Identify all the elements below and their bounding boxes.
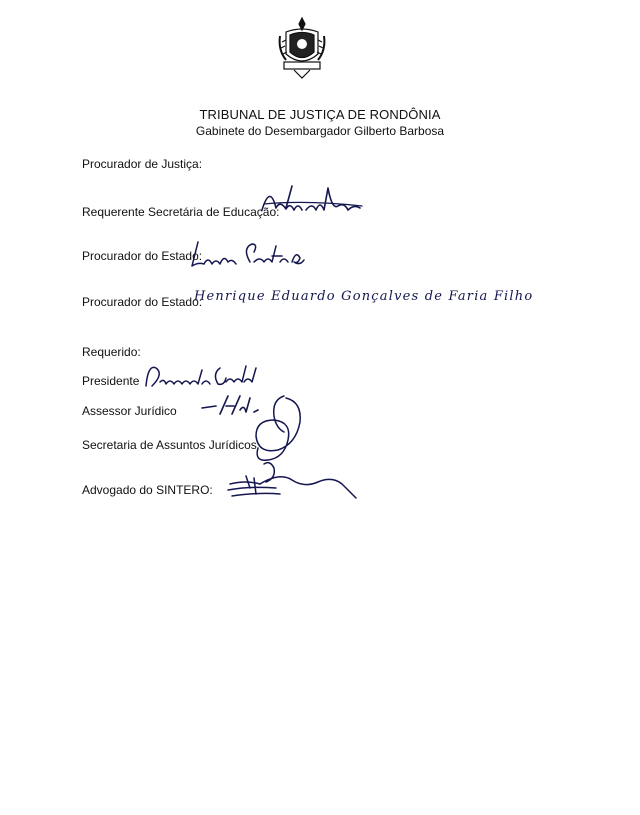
- label-procurador-estado-1: Procurador do Estado:: [82, 249, 203, 263]
- signature-advogado: [220, 458, 360, 506]
- court-name: TRIBUNAL DE JUSTIÇA DE RONDÔNIA: [199, 107, 441, 122]
- office-name: Gabinete do Desembargador Gilberto Barbosa: [195, 124, 445, 138]
- label-assessor: Assessor Jurídico: [82, 404, 177, 418]
- label-presidente: Presidente: [82, 374, 140, 388]
- coat-of-arms-icon: [276, 16, 328, 80]
- label-advogado: Advogado do SINTERO:: [82, 483, 213, 497]
- signature-procurador-estado-1: [188, 238, 308, 272]
- label-requerido: Requerido:: [82, 345, 141, 359]
- signature-procurador-estado-2: Henrique Eduardo Gonçalves de Faria Filho: [194, 289, 534, 304]
- label-procurador-justica: Procurador de Justiça:: [82, 157, 203, 171]
- label-requerente: Requerente Secretária de Educação:: [82, 205, 280, 219]
- label-secretaria: Secretaria de Assuntos Jurídicos: [82, 438, 257, 452]
- label-procurador-estado-2: Procurador do Estado:: [82, 295, 203, 309]
- signature-requerente: [256, 180, 366, 220]
